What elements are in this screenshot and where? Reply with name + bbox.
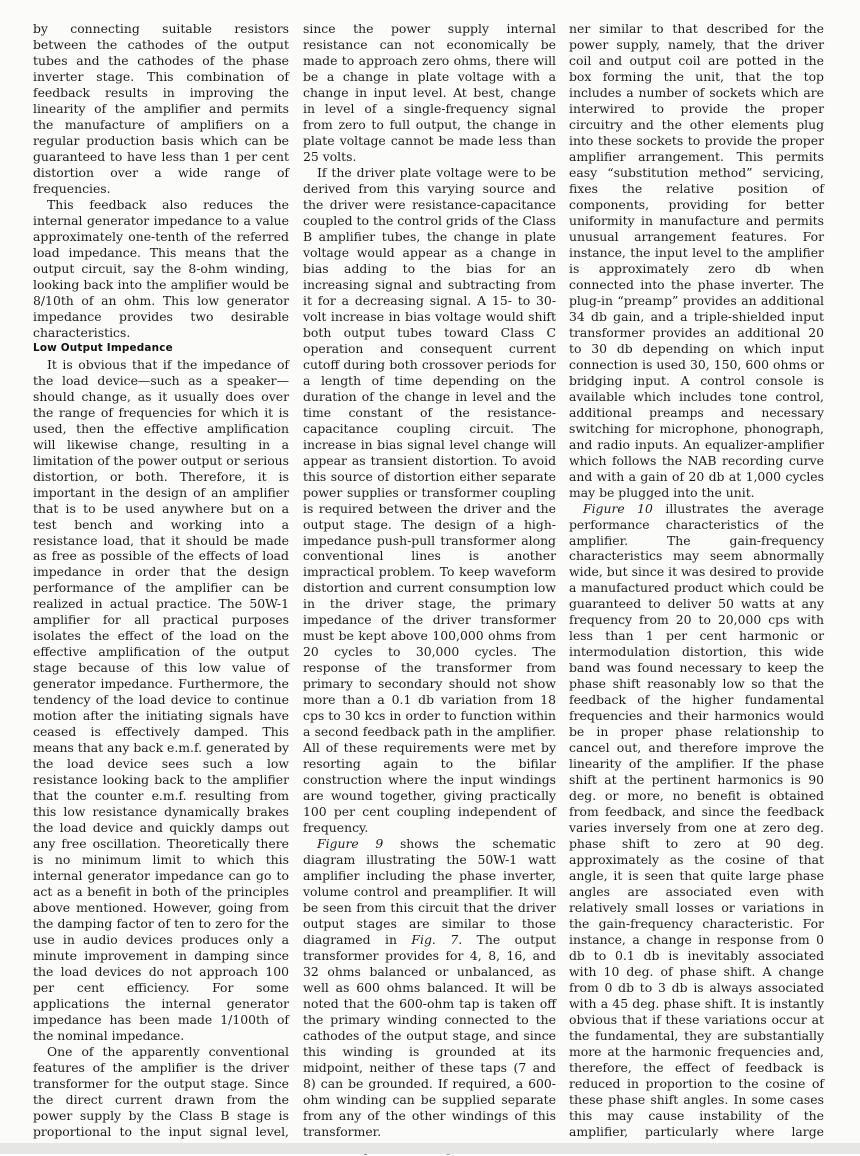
paragraph: One of the apparently conventional features of the amplifier is the driver transformer for the output stage. Since the direct current drawn from the power supply by the Class B stage is proportional to the input signal level, <box>33 1044 289 1139</box>
text-column-2 <box>303 21 556 1141</box>
text-column-1 <box>33 21 289 1141</box>
paragraph: If the driver plate voltage were to be derived from this varying source and the driver were resistance-capacitance coupled to the control grids of the Class B amplifier tubes, the change in plate voltage would appear as a change in bias adding to the bias for an increasing signal and subtracting from it for a decreasing signal. A 15- to 30-volt increase in bias voltage would shift both output tubes toward Class C operation and consequent current cutoff during both crossover periods for a length of time depending on the duration of the change in level and the time constant of the resistance-capacitance coupling circuit. The increase in bias signal level change will appear as transient distortion. To avoid this source of distortion either separate power supplies or transformer coupling is required between the driver and the output stage. The design of a high-impedance push-pull transformer along conventional lines is another impractical problem. To keep waveform distortion and current consumption low in the driver stage, the primary impedance of the driver transformer must be kept above 100,000 ohms from 20 cycles to 30,000 cycles. The response of the transformer from primary to secondary should not show more than a 0.1 db variation from 18 cps to 30 kcs in order to function within a second feedback path in the amplifier. All of these requirements were met by resorting again to the bifilar construction where the input windings are wound together, giving practically 100 per cent coupling independent of frequency. <box>303 164 556 836</box>
figure-reference: Figure 9 <box>317 836 384 852</box>
paragraph-text: illustrates the average performance characteristics of the amplifier. The gain-frequency characteristics may seem abnormally wide, but since it was desired to provide a manufactured product which could be guaranteed to deliver 50 watts at any frequency from 20 to 20,000 cps with less than 1 per cent harmonic or intermodulation distortion, this wide band was found necessary to keep the phase shift reasonably low so that the feedback of the higher fundamental frequencies and their harmonics would be in proper phase relationship to cancel out, and therefore improve the linearity of the amplifier. If the phase shift at the pertinent harmonics is 90 deg. or more, no benefit is obtained from feedback, and since the feedback varies inversely from one at zero deg. phase shift to zero at 90 deg. approximately as the cosine of that angle, it is seen that quite large phase angles are associated even with relatively small losses or variations in the gain-frequency characteristic. For instance, a change in response from 0 db to 0.1 db is inevitably associated with 10 deg. of phase shift. A change from 0 db to 3 db is always associated with a 45 deg. phase shift. It is instantly obvious that if these variations occur at the fundamental, they are substantially more at the harmonic frequencies and, therefore, the effect of feedback is reduced in proportion to the cosine of these phase shift angles. In some cases this may cause instability of the amplifier, particularly where large <box>569 500 824 1139</box>
paragraph: by connecting suitable resistors between the cathodes of the output tubes and the cathodes of the phase inverter stage. This combination of feedback results in improving the linearity of the amplifier and permits the manufacture of amplifiers on a regular production basis which can be guaranteed to have less than 1 per cent distortion over a wide range of frequencies. <box>33 21 289 196</box>
paragraph: ner similar to that described for the power supply, namely, that the driver coil and output coil are potted in the box forming the unit, that the top includes a number of sockets which are interwired to provide the proper circuitry and the other elements plug into these sockets to provide the proper amplifier arrangement. This permits easy “substitution method” servicing, fixes the relative position of components, providing for better uniformity in manufacture and permits unusual arrangement features. For instance, the input level to the amplifier is approximately zero db when connected into the phase inverter. The plug-in “preamp” provides an additional 34 db gain, and a triple-shielded input transformer provides an additional 20 to 30 db depending on which input connection is used 30, 150, 600 ohms or bridging input. A control console is available which includes tone control, additional preamps and necessary switching for microphone, phonograph, and radio inputs. An equalizer-amplifier which follows the NAB recording curve and with a gain of 20 db at 1,000 cycles may be plugged into the unit. <box>569 21 824 500</box>
page-bottom-edge <box>0 1143 860 1154</box>
paragraph: This feedback also reduces the internal generator impedance to a value approximately one-tenth of the referred load impedance. This means that the output circuit, say the 8-ohm winding, looking back into the amplifier would be 8/10th of an ohm. This low generator impedance provides two desirable characteristics. <box>33 196 289 340</box>
paragraph <box>569 501 824 1156</box>
text-column-3 <box>569 21 824 1141</box>
figure-reference: Fig. 7 <box>411 932 459 948</box>
paragraph <box>303 836 556 1140</box>
paragraph-text: shows the schematic diagram illustrating the 50W-1 watt amplifier including the phase inverter, volume control and preamplifier. It will be seen from this circuit that the driver output stages are similar to those diagramed in <box>303 836 556 948</box>
paragraph: since the power supply internal resistance can not economically be made to approach zero ohms, there will be a change in plate voltage with a change in input level. At best, change in level of a single-frequency signal from zero to full output, the change in plate voltage cannot be made less than 25 volts. <box>303 21 556 164</box>
paragraph-text: . The output transformer provides for 4, 8, 16, and 32 ohms balanced or unbalanced, as well as 600 ohms balanced. It will be noted that the 600-ohm tap is taken off the primary winding connected to the cathodes of the output stage, and since this winding is grounded at its midpoint, neither of these taps (7 and 8) can be grounded. If required, a 600-ohm winding can be supplied separate from any of the other windings of this transformer. <box>303 932 556 1139</box>
figure-reference: Figure 10 <box>583 500 653 516</box>
paragraph: It is obvious that if the impedance of the load device—such as a speaker—should change, as it usually does over the range of frequencies for which it is used, then the effective amplification will likewise change, resulting in a limitation of the power output or serious distortion, or both. Therefore, it is important in the design of an amplifier that is to be used anywhere but on a test bench and working into a resistance load, that it should be made as free as possible of the effects of load impedance in order that the design performance of the amplifier can be realized in actual practice. The 50W-1 amplifier for all practical purposes isolates the effect of the load on the effective amplification of the output stage because of this low value of generator impedance. Furthermore, the tendency of the load device to continue motion after the initiating signals have ceased is effectively damped. This means that any back e.m.f. generated by the load device sees such a low resistance looking back to the amplifier that the counter e.m.f. resulting from this low resistance dynamically brakes the load device and quickly damps out any free oscillation. Theoretically there is no minimum limit to which this internal generator impedance can go to act as a benefit in both of the principles above mentioned. However, going from the damping factor of ten to zero for the use in audio devices produces only a minute improvement in damping since the load devices do not approach 100 per cent efficiency. For some applications the internal generator impedance has been made 1/100th of the nominal impedance. <box>33 356 290 1044</box>
section-heading: Low Output Impedance <box>33 341 173 354</box>
